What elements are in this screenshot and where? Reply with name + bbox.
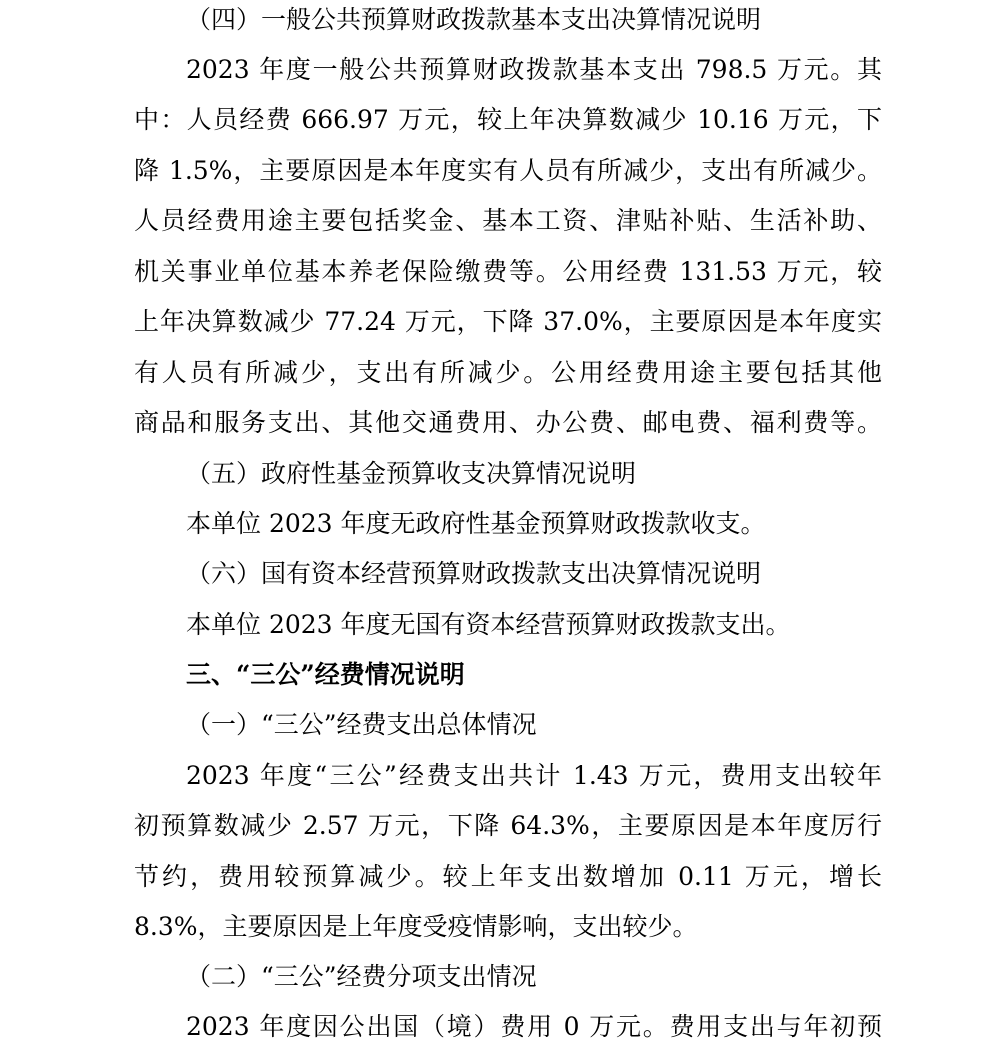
part-three-heading: 三、“三公”经费情况说明 bbox=[186, 660, 465, 689]
paragraph-line: 节约，费用较预算减少。较上年支出数增加 0.11 万元，增长 bbox=[134, 862, 882, 891]
paragraph-line: 人员经费用途主要包括奖金、基本工资、津贴补贴、生活补助、 bbox=[134, 206, 882, 235]
paragraph-line: 初预算数减少 2.57 万元，下降 64.3%，主要原因是本年度厉行 bbox=[134, 811, 882, 840]
paragraph-line: 降 1.5%，主要原因是本年度实有人员有所减少，支出有所减少。 bbox=[134, 156, 882, 185]
paragraph-line: 8.3%，主要原因是上年度受疫情影响，支出较少。 bbox=[134, 912, 698, 941]
paragraph-line: 本单位 2023 年度无国有资本经营预算财政拨款支出。 bbox=[186, 610, 791, 639]
section-four-heading: （四）一般公共预算财政拨款基本支出决算情况说明 bbox=[186, 5, 762, 34]
paragraph-line: 有人员有所减少，支出有所减少。公用经费用途主要包括其他 bbox=[134, 358, 882, 387]
paragraph-line: 2023 年度因公出国（境）费用 0 万元。费用支出与年初预 bbox=[186, 1012, 882, 1041]
section-five-heading: （五）政府性基金预算收支决算情况说明 bbox=[186, 459, 637, 488]
sub-one-heading: （一）“三公”经费支出总体情况 bbox=[186, 710, 537, 739]
paragraph-line: 本单位 2023 年度无政府性基金预算财政拨款收支。 bbox=[186, 509, 766, 538]
paragraph-line: 2023 年度一般公共预算财政拨款基本支出 798.5 万元。其 bbox=[186, 55, 882, 84]
paragraph-line: 中：人员经费 666.97 万元，较上年决算数减少 10.16 万元，下 bbox=[134, 105, 882, 134]
paragraph-line: 上年决算数减少 77.24 万元，下降 37.0%，主要原因是本年度实 bbox=[134, 307, 882, 336]
paragraph-line: 2023 年度“三公”经费支出共计 1.43 万元，费用支出较年 bbox=[186, 761, 882, 790]
paragraph-line: 商品和服务支出、其他交通费用、办公费、邮电费、福利费等。 bbox=[134, 408, 882, 437]
sub-two-heading: （二）“三公”经费分项支出情况 bbox=[186, 962, 537, 991]
paragraph-line: 机关事业单位基本养老保险缴费等。公用经费 131.53 万元，较 bbox=[134, 257, 882, 286]
section-six-heading: （六）国有资本经营预算财政拨款支出决算情况说明 bbox=[186, 559, 762, 588]
